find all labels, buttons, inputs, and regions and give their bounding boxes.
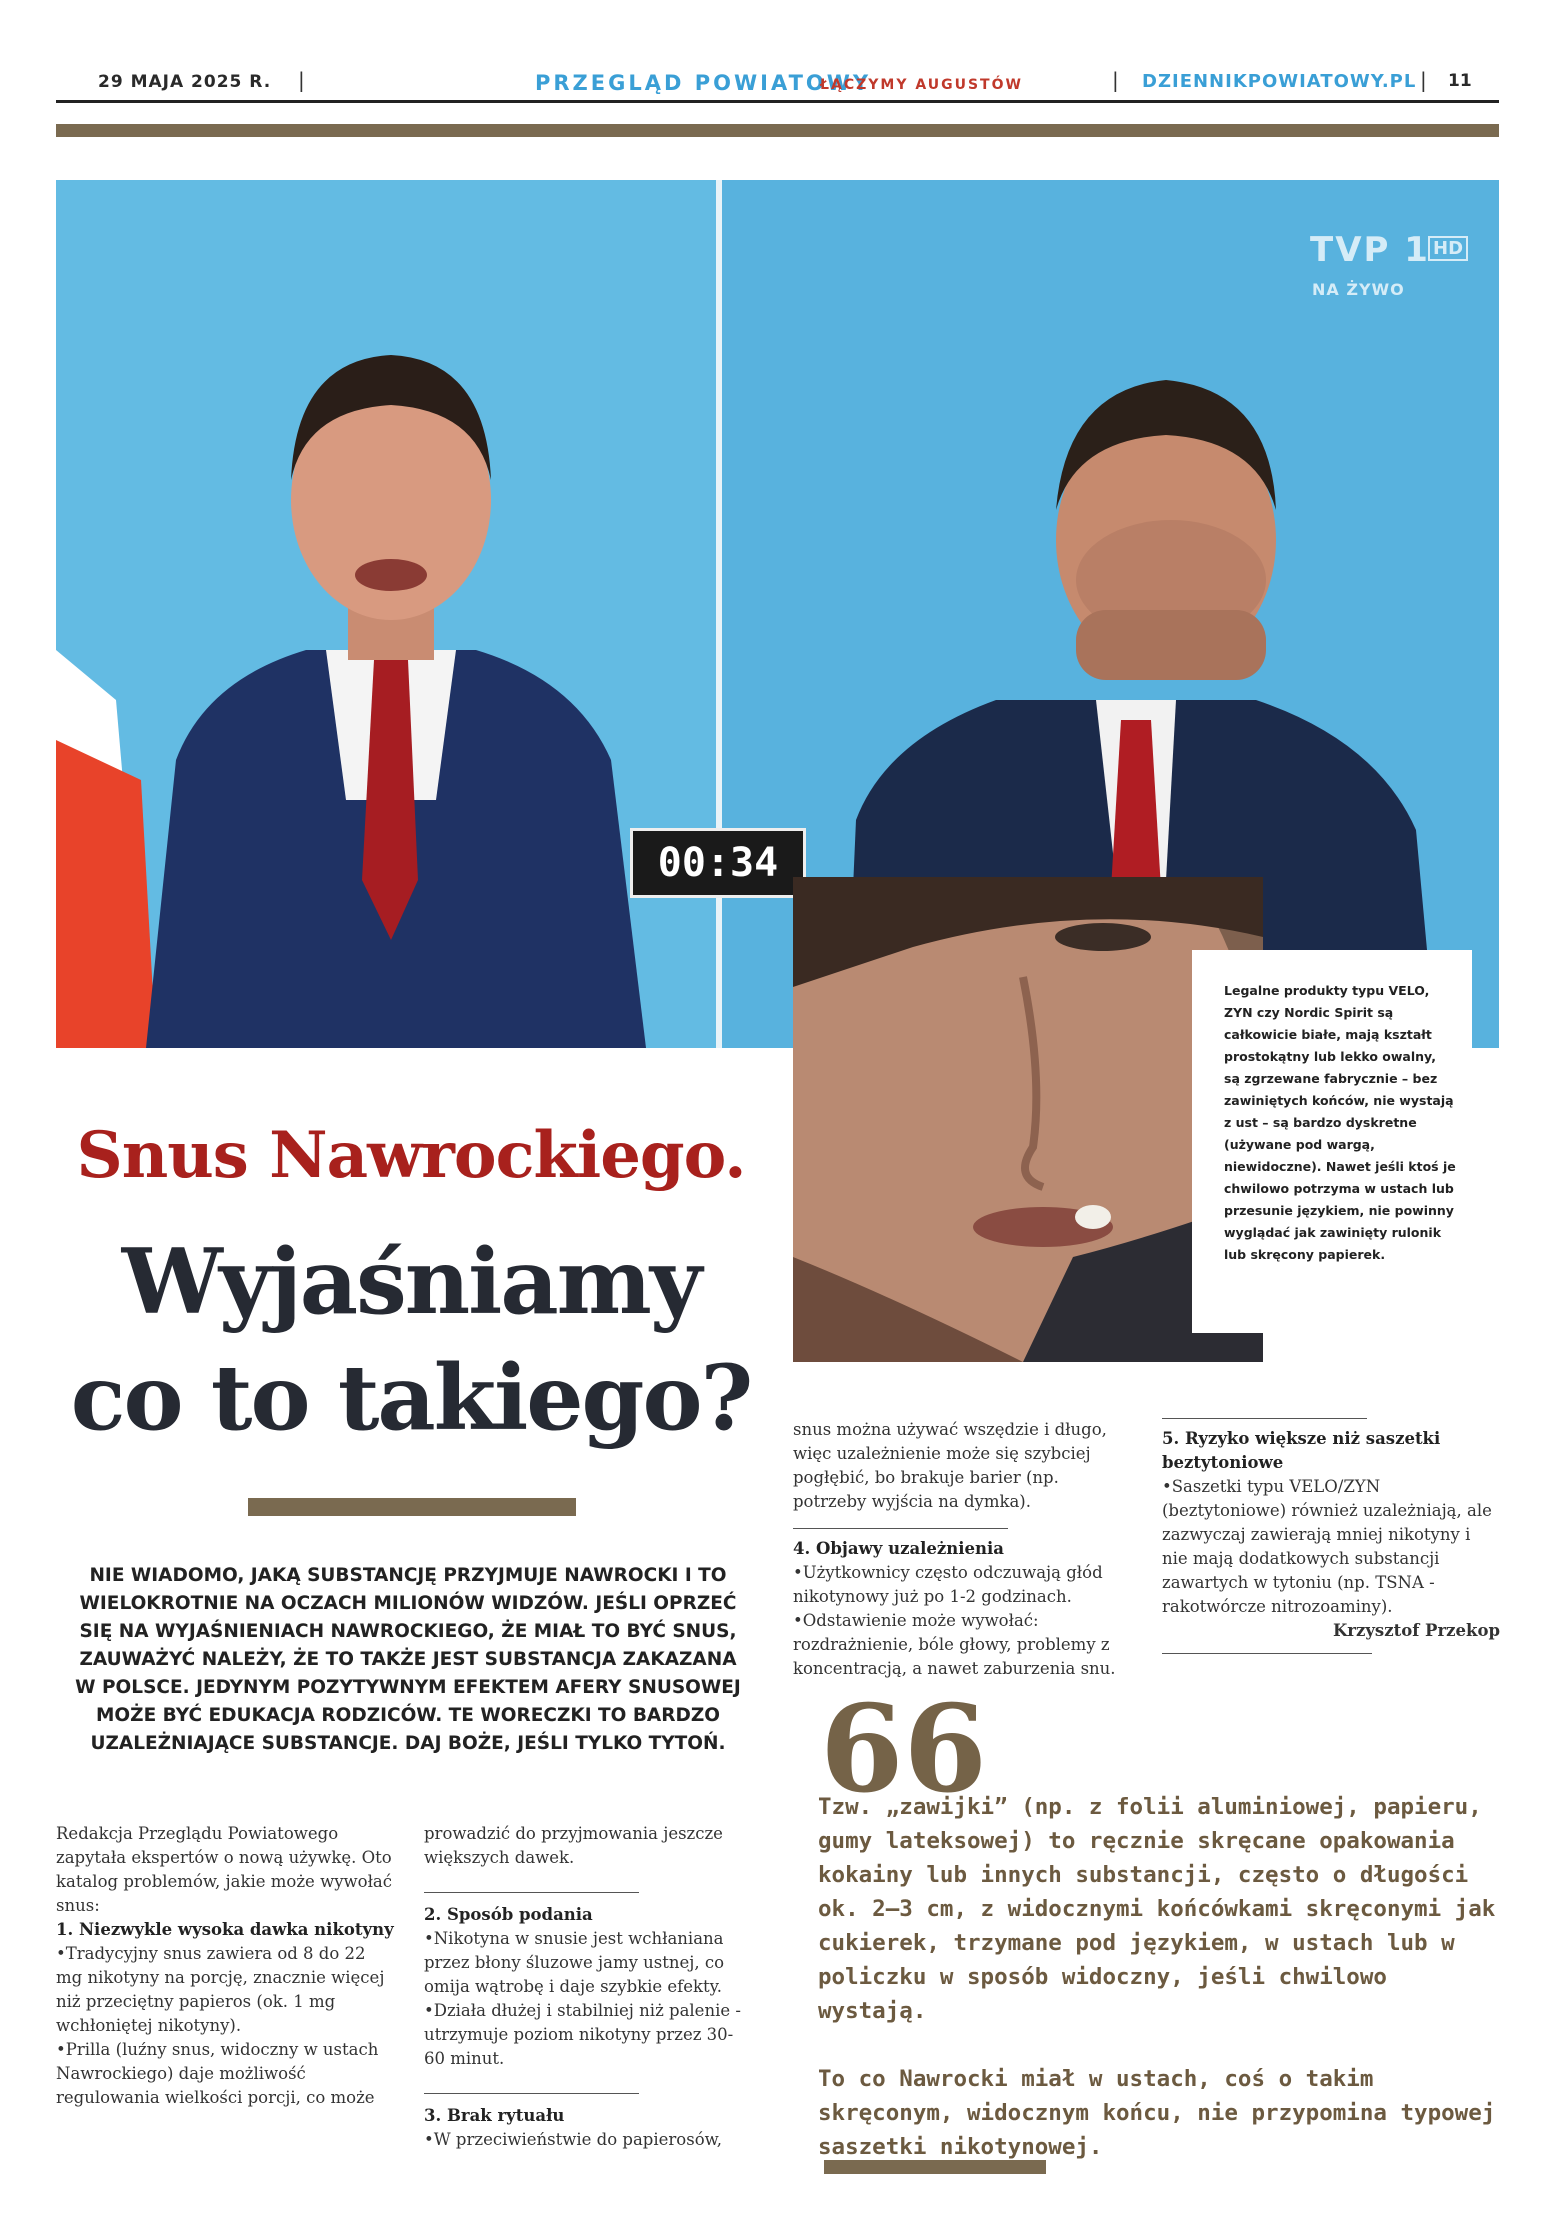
section-separator (424, 1892, 639, 1893)
website-link[interactable]: DZIENNIKPOWIATOWY.PL (1142, 71, 1417, 92)
section-separator (424, 2093, 639, 2094)
main-photo (56, 180, 1499, 1048)
article-intro: Redakcja Przeglądu Powiatowego zapytała ekspertów o nową używkę. Oto katalog problemów, jakie może wywołać snus: (56, 1824, 392, 1915)
header-bar (56, 124, 1499, 137)
headline-line2: Wyjaśniamy (121, 1229, 701, 1335)
section-separator (1162, 1418, 1367, 1419)
quote-bar (824, 2160, 1046, 2174)
paragraph: •Saszetki typu VELO/ZYN (beztytoniowe) również uzależniają, ale zazwyczaj zawierają mniej nikotyny i nie mają dodatkowych substancji zawartych w tytoniu (np. TSNA - rakotwórcze nitrozoaminy). (1162, 1477, 1492, 1616)
quote-paragraph: Tzw. „zawijki” (np. z folii aluminiowej, papieru, gumy lateksowej) to ręcznie skręcane opakowania kokainy lub innych substancji, często o długości ok. 2–3 cm, z widocznymi końcówkami skręconymi jak cukierek, trzymane pod językiem, w ustach lub w policzku w sposób widoczny, jeśli chwilowo wystają. (818, 1794, 1496, 2024)
debate-illustration (56, 180, 1499, 1048)
article-column-2 (424, 1822, 744, 2152)
paragraph: •Działa dłużej i stabilniej niż palenie - utrzymuje poziom nikotyny przez 30-60 minut. (424, 2001, 741, 2068)
quote-paragraph: To co Nawrocki miał w ustach, coś o takim skręconym, widocznym końcu, nie przypomina typowej saszetki nikotynowej. (818, 2066, 1496, 2160)
hd-badge: HD (1428, 236, 1468, 261)
headline-divider (248, 1498, 576, 1516)
paragraph: prowadzić do przyjmowania jeszcze większych dawek. (424, 1824, 723, 1867)
author-byline: Krzysztof Przekop (1332, 1621, 1500, 1640)
paragraph: •Użytkownicy często odczuwają głód nikotynowy już po 1-2 godzinach. (793, 1563, 1103, 1606)
issue-date: 29 MAJA 2025 R. (98, 72, 272, 92)
header-divider: | (1420, 68, 1427, 92)
section-heading: 2. Sposób podania (424, 1905, 593, 1924)
lead-paragraph: NIE WIADOMO, JAKĄ SUBSTANCJĘ PRZYJMUJE NAWROCKI I TO WIELOKROTNIE NA OCZACH MILIONÓW WIDZÓW. JEŚLI OPRZEĆ SIĘ NA WYJAŚNIENIACH NAWROCKIEGO, ŻE MIAŁ TO BYĆ SNUS, ZAUWAŻYĆ NALEŻY, ŻE TO TAKŻE JEST SUBSTANCJA ZAKAZANA W POLSCE. JEDYNYM POZYTYWNYM EFEKTEM AFERY SNUSOWEJ MOŻE BYĆ EDUKACJA RODZICÓW. TE WORECZKI TO BARDZO UZALEŻNIAJĄCE SUBSTANCJE. DAJ BOŻE, JEŚLI TYLKO TYTOŃ. (75, 1565, 741, 1754)
headline-line1: Snus Nawrockiego. (76, 1118, 746, 1193)
photo-caption: Legalne produkty typu VELO, ZYN czy Nordic Spirit są całkowicie białe, mają kształt prostokątny lub lekko owalny, są zgrzewane fabrycznie – bez zawiniętych końców, nie wystają z ust – są bardzo dyskretne (używane pod wargą, niewidoczne). Nawet jeśli ktoś je chwilowo potrzyma w ustach lub przesunie językiem, nie powinny wyglądać jak zawinięty rulonik lub skręcony papierek. (1224, 983, 1456, 1262)
headline-main (56, 1224, 766, 1456)
section-heading: 5. Ryzyko większe niż saszetki beztytoniowe (1162, 1429, 1441, 1472)
paragraph: •W przeciwieństwie do papierosów, (424, 2130, 723, 2149)
debate-timer: 00:34 (630, 828, 806, 898)
paragraph: •Odstawienie może wywołać: rozdrażnienie, bóle głowy, problemy z koncentracją, a nawet zaburzenia snu. (793, 1611, 1116, 1678)
article-column-4 (1162, 1418, 1500, 1654)
section-heading: 1. Niezwykle wysoka dawka nikotyny (56, 1920, 394, 1939)
quote-mark-icon: 66 (820, 1679, 987, 1820)
channel-logo: TVP 1 (1310, 230, 1430, 270)
pull-quote (818, 1790, 1498, 2164)
header-divider: | (298, 68, 305, 92)
article-column-3 (793, 1418, 1133, 1681)
paragraph: •Tradycyjny snus zawiera od 8 do 22 mg nikotyny na porcję, znacznie więcej niż przeciętny papieros (ok. 1 mg wchłoniętej nikotyny). (56, 1944, 385, 2035)
paragraph: •Nikotyna w snusie jest wchłaniana przez błony śluzowe jamy ustnej, co omija wątrobę i daje szybkie efekty. (424, 1929, 725, 1996)
section-separator (1162, 1653, 1372, 1654)
section-separator (793, 1528, 1008, 1529)
headline-line3: co to takiego? (70, 1345, 752, 1451)
masthead-title: PRZEGLĄD POWIATOWY (535, 71, 872, 95)
page-number: 11 (1448, 71, 1472, 91)
section-heading: 4. Objawy uzależnienia (793, 1539, 1004, 1558)
paragraph: •Prilla (luźny snus, widoczny w ustach Nawrockiego) daje możliwość regulowania wielkości porcji, co może (56, 2040, 379, 2107)
live-label: NA ŻYWO (1312, 280, 1405, 299)
article-column-1 (56, 1822, 396, 2110)
section-heading: 3. Brak rytuału (424, 2106, 565, 2125)
header-rule (56, 100, 1499, 103)
paragraph: snus można używać wszędzie i długo, więc uzależnienie może się szybciej pogłębić, bo brakuje barier (np. potrzeby wyjścia na dymka). (793, 1420, 1107, 1511)
masthead-subtitle: ŁĄCZYMY AUGUSTÓW (820, 77, 1023, 93)
header-divider: | (1112, 68, 1119, 92)
